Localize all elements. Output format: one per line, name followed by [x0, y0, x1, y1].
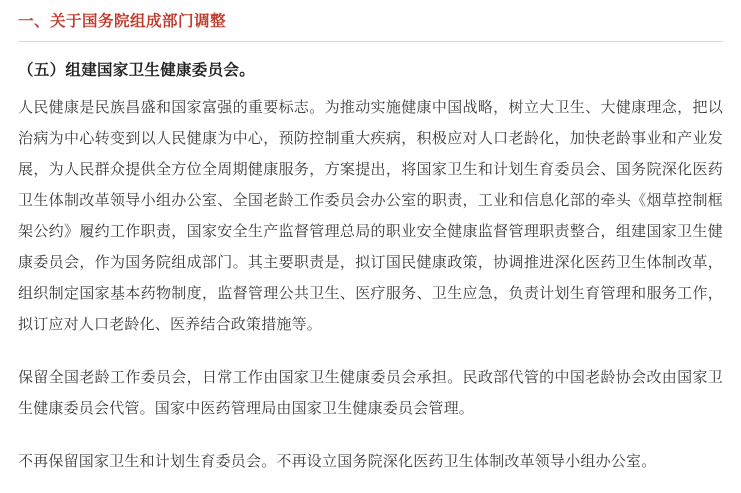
heading-divider [18, 41, 723, 42]
body-paragraph-1: 人民健康是民族昌盛和国家富强的重要标志。为推动实施健康中国战略，树立大卫生、大健康理念，把以治病为中心转变到以人民健康为中心，预防控制重大疾病，积极应对人口老龄化，加快老龄事业和产业发展，为人民群众提供全方位全周期健康服务，方案提出，将国家卫生和计划生育委员会、国务院深化医药卫生体制改革领导小组办公室、全国老龄工作委员会办公室的职责，工业和信息化部的牵头《烟草控制框架公约》履约工作职责，国家安全生产监督管理总局的职业安全健康监督管理职责整合，组建国家卫生健康委员会，作为国务院组成部门。其主要职责是，拟订国民健康政策，协调推进深化医药卫生体制改革，组织制定国家基本药物制度，监督管理公共卫生、医疗服务、卫生应急，负责计划生育管理和服务工作，拟订应对人口老龄化、医养结合政策措施等。 [18, 98, 723, 334]
section-heading: 一、关于国务院组成部门调整 [18, 12, 227, 30]
sub-heading: （五）组建国家卫生健康委员会。 [18, 61, 256, 80]
body-paragraph-2: 保留全国老龄工作委员会，日常工作由国家卫生健康委员会承担。民政部代管的中国老龄协会改由国家卫生健康委员会代管。国家中医药管理局由国家卫生健康委员会管理。 [18, 368, 723, 418]
body-paragraph-3: 不再保留国家卫生和计划生育委员会。不再设立国务院深化医药卫生体制改革领导小组办公室。 [18, 452, 657, 471]
